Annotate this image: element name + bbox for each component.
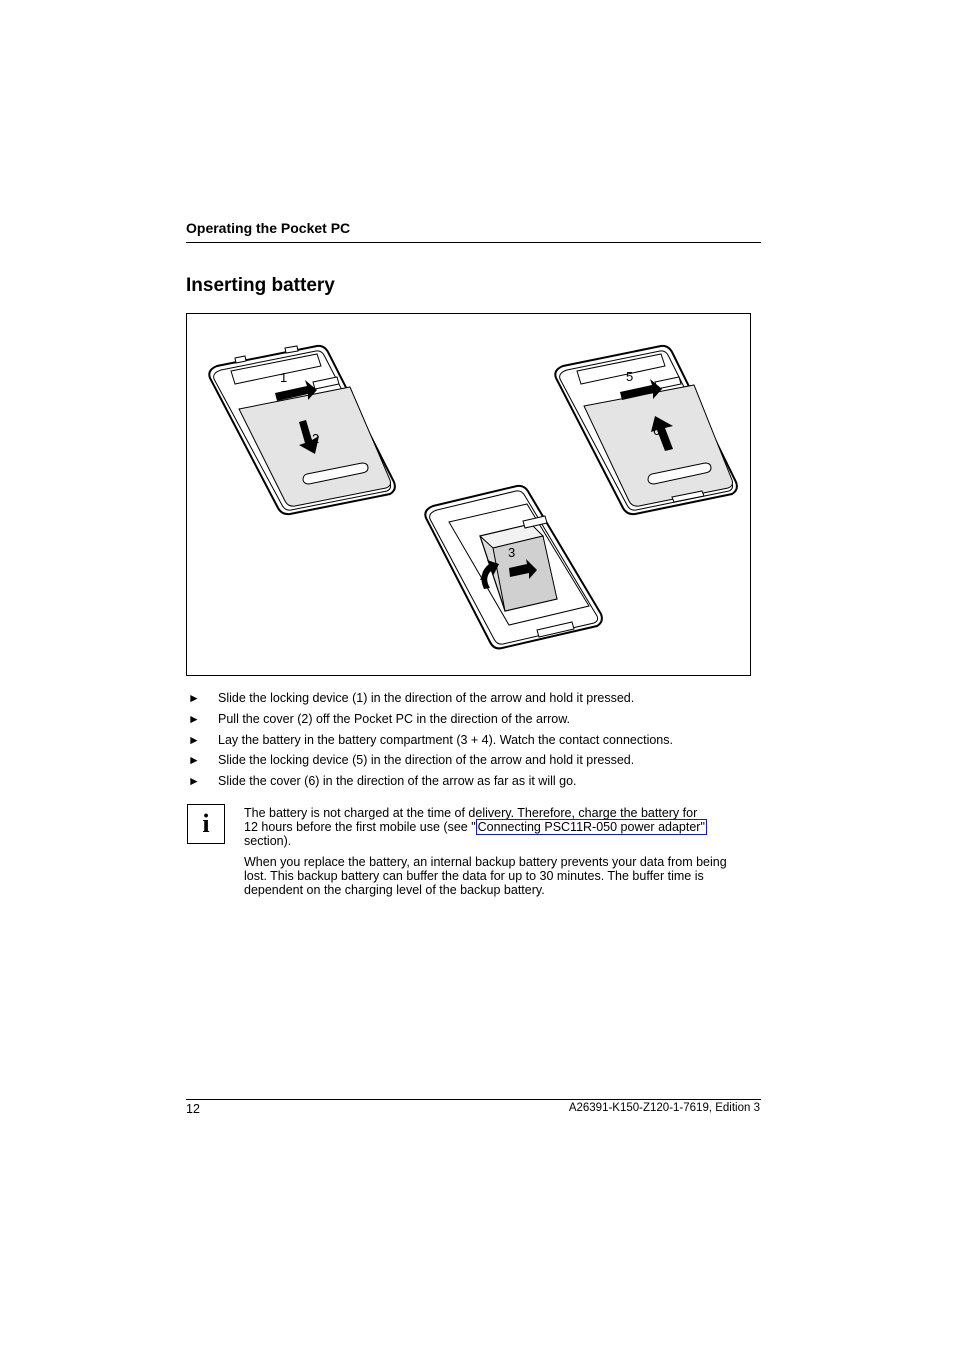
note-text: 12 hours before the first mobile use (see " [244, 820, 476, 834]
header-rule [186, 242, 761, 243]
callout-1: 1 [280, 370, 288, 385]
power-adapter-link[interactable]: Connecting PSC11R-050 power adapter" [477, 820, 705, 834]
step-text: Pull the cover (2) off the Pocket PC in the direction of the arrow. [218, 711, 571, 726]
bullet-arrow-icon: ► [188, 774, 200, 789]
bullet-arrow-icon: ► [188, 711, 200, 726]
bullet-arrow-icon: ► [188, 753, 200, 768]
device-right [555, 346, 737, 514]
battery-figure [186, 313, 751, 676]
step-text: Lay the battery in the battery compartment (3 + 4). Watch the contact connections. [218, 732, 673, 747]
note-text: The battery is not charged at the time of delivery. Therefore, charge the battery for [244, 806, 698, 820]
step-item [186, 732, 761, 753]
step-item [186, 752, 761, 773]
callout-6: 6 [653, 423, 661, 438]
callout-3: 3 [508, 545, 516, 560]
bullet-arrow-icon: ► [188, 732, 200, 747]
document-id: A26391-K150-Z120-1-7619, Edition 3 [568, 1102, 760, 1114]
info-icon: i [187, 804, 225, 844]
footer-rule [186, 1099, 761, 1100]
callout-4: 4 [480, 570, 488, 585]
bullet-arrow-icon: ► [188, 691, 200, 705]
callout-5: 5 [626, 369, 634, 384]
info-note-backup-battery: When you replace the battery, an internal backup battery prevents your data from being lost. This backup battery can buffer the data for up to 30 minutes. The buffer time is dependent on the charging level of the backup battery. [244, 855, 727, 897]
running-header: Operating the Pocket PC [186, 220, 351, 236]
step-text: Slide the cover (6) in the direction of the arrow as far as it will go. [218, 774, 577, 789]
step-item [186, 711, 761, 732]
note-text: section). [244, 834, 292, 848]
device-left [209, 346, 395, 514]
step-item [186, 773, 761, 794]
section-title: Inserting battery [186, 275, 335, 296]
step-text: Slide the locking device (1) in the direction of the arrow and hold it pressed. [218, 691, 635, 705]
info-note-charging [244, 806, 749, 848]
instruction-steps [186, 690, 761, 794]
battery-illustration [187, 314, 752, 677]
page-number: 12 [186, 1102, 200, 1116]
step-item [186, 690, 761, 711]
device-middle [425, 486, 602, 649]
step-text: Slide the locking device (5) in the direction of the arrow and hold it pressed. [218, 753, 635, 768]
callout-2: 2 [312, 431, 320, 446]
